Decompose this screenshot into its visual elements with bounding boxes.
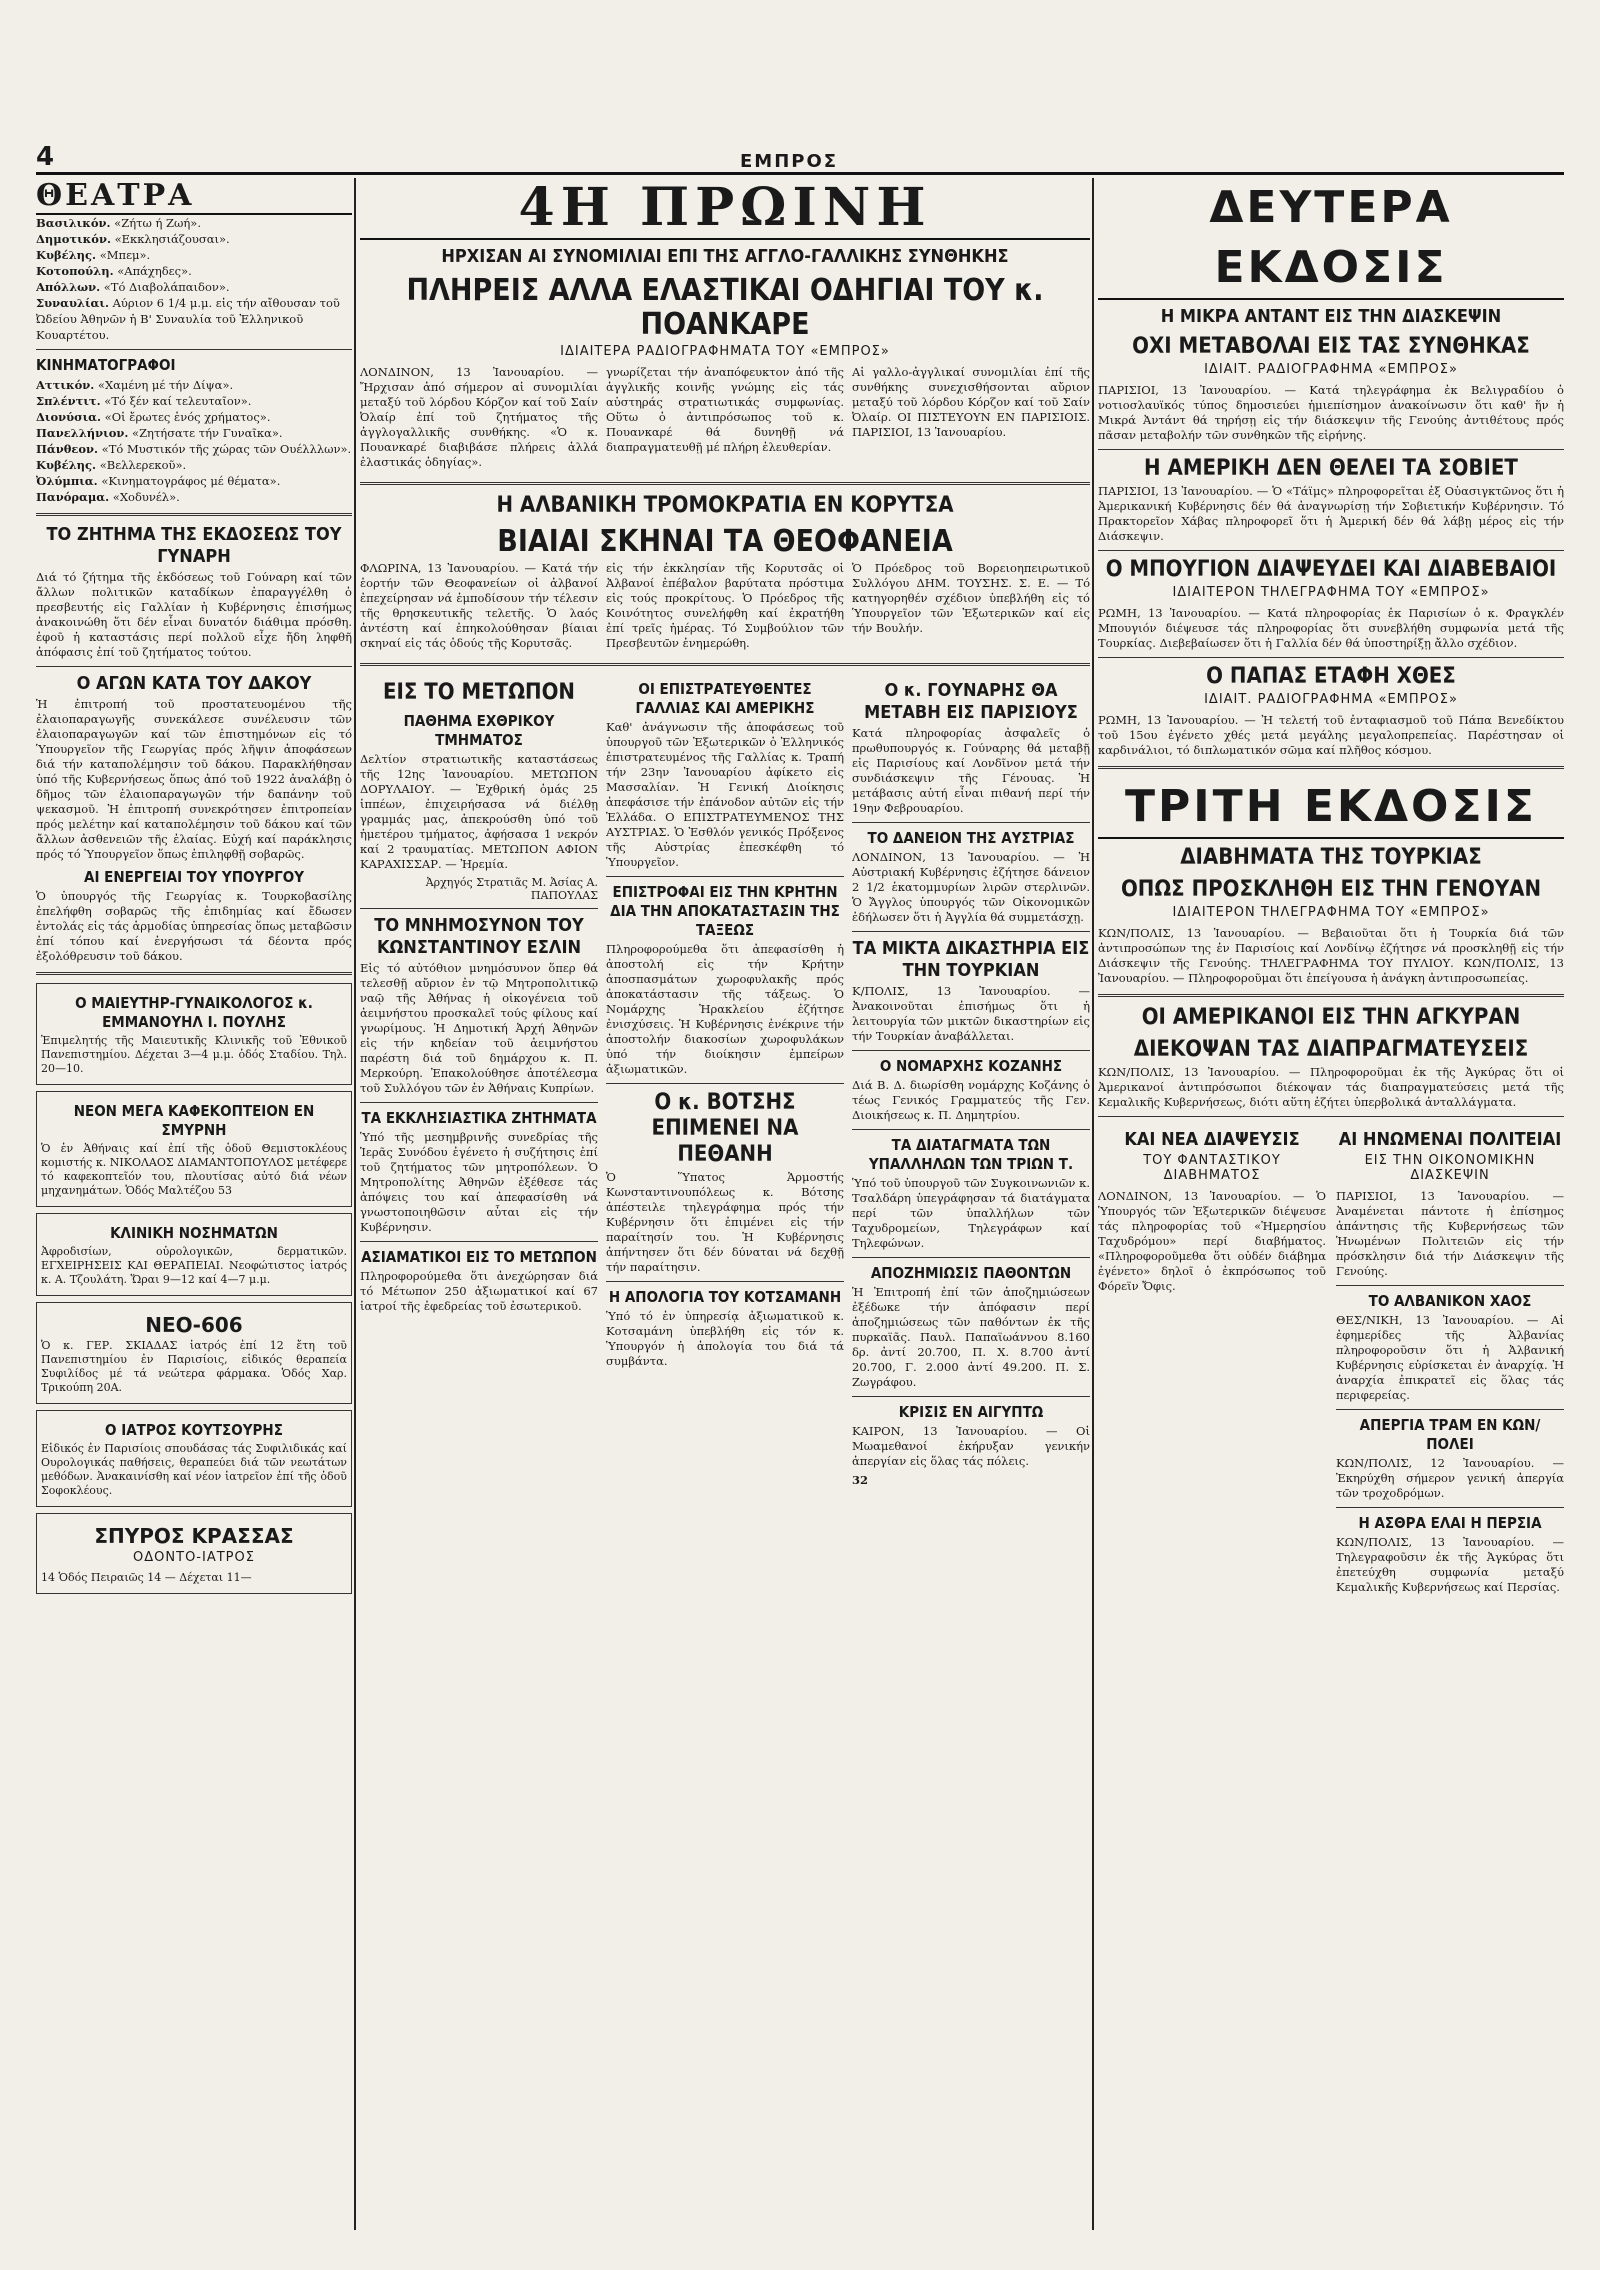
- article-body: Πληροφορούμεθα ὅτι ἀνεχώρησαν διά τό Μέτωπον 250 ἀξιωματικοί καί 67 ἰατροί τῆς ἐφεδρείας τοῦ ἐσωτερικοῦ.: [360, 1269, 598, 1313]
- list-item-text: «Εκκλησιάζουσαι».: [114, 232, 230, 246]
- ad-subtitle: ΟΔΟΝΤΟ-ΙΑΤΡΟΣ: [133, 1550, 255, 1565]
- left-column: [36, 178, 352, 2230]
- list-item: [36, 393, 352, 409]
- lower-columns: [360, 674, 1090, 1492]
- article-body: ΚΩΝ/ΠΟΛΙΣ, 12 Ἰανουαρίου. — Ἐκηρύχθη σήμερον γενική ἀπεργία τῶν τροχοδρόμων.: [1336, 1456, 1564, 1500]
- article-body: ΚΩΝ/ΠΟΛΙΣ, 13 Ἰανουαρίου. — Πληροφοροῦμαι ἐκ τῆς Ἀγκύρας ὅτι οἱ Ἀμερικανοί ἀντιπρόσωποι διέκοψαν τάς διαπραγματεύσεις μετά τῆς Κεμαλικῆς Κυβερνήσεως, διότι αὕτη ἐζήτει ὑπερβολικά ἀνταλλάγματα.: [1098, 1065, 1564, 1109]
- article-body: Καθ' ἀνάγνωσιν τῆς ἀποφάσεως τοῦ ὑπουργοῦ τῶν Ἐξωτερικῶν ὁ Ἑλληνικός ἐπιστρατευμένος τῆς Γαλλίας κ. Τραπή τήν 23ην Ἰανουαρίου ἀφίκετο εἰς Μασσαλίαν. Ἡ Γενική Διοίκησις ἀπεφάσισε τήν ἐπάνοδον αὐτῶν εἰς τήν Ἑλλάδα. Ο ΕΠΙΣΤΡΑΤΕΥΜΕΝΟΣ ΤΗΣ ΑΥΣΤΡΙΑΣ. Ὁ Ἐσθλόν γενικός Πρόξενος τῆς Αὐστρίας ἐπεσκέφθη τό Ὑπουργεῖον.: [606, 720, 844, 869]
- ad-title: ΝΕΟΝ ΜΕΓΑ ΚΑΦΕΚΟΠΤΕΙΟΝ ΕΝ ΣΜΥΡΝΗ: [73, 1102, 315, 1139]
- article-title: Ο κ. ΓΟΥΝΑΡΗΣ ΘΑ ΜΕΤΑΒΗ ΕΙΣ ΠΑΡΙΣΙΟΥΣ: [864, 680, 1078, 723]
- list-item-name: Διονύσια.: [36, 410, 102, 424]
- list-item-name: Αττικόν.: [36, 378, 95, 392]
- article-title: ΤΟ ΜΝΗΜΟΣΥΝΟΝ ΤΟΥ ΚΩΝΣΤΑΝΤΙΝΟΥ ΕΣΛΙΝ: [374, 915, 584, 958]
- list-item-text: «Βελλερεκοῦ».: [99, 458, 187, 472]
- article-title: Η ΑΣΘΡΑ ΕΛΑΙ Η ΠΕΡΣΙΑ: [1358, 1514, 1542, 1532]
- article-subhead: ΤΟΥ ΦΑΝΤΑΣΤΙΚΟΥ ΔΙΑΒΗΜΑΤΟΣ: [1143, 1153, 1281, 1183]
- bottom-number: 32: [852, 1473, 869, 1487]
- article-body: Αἱ γαλλο-ἀγγλικαί συνομιλίαι ἐπί τῆς συνθήκης συνεχισθήσονται αὔριον μεταξύ τοῦ λόρδου Κόρζον καί τοῦ Σαίν Ὀλαίρ. ΟΙ ΠΙΣΤΕΥΟΥΝ ΕΝ ΠΑΡΙΣΙΟΙΣ. ΠΑΡΙΣΙΟΙ, 13 Ἰανουαρίου.: [852, 365, 1090, 439]
- article-title: ΚΑΙ ΝΕΑ ΔΙΑΨΕΥΣΙΣ: [1124, 1129, 1300, 1150]
- list-item-text: «Απάχηδες».: [117, 264, 192, 278]
- article-body: ΡΩΜΗ, 13 Ἰανουαρίου. — Κατά πληροφορίας ἐκ Παρισίων ὁ κ. Φραγκλέν Μπουγιόν διέψευσε τάς πληροφορίας ὅτι συνεβλήθη συμφωνία μετά τῆς Τουρκίας. Διεβεβαίωσεν ὅτι ἡ Γαλλία δέν θά ὑποστηρίξῃ ἄλλο σχέδιον.: [1098, 606, 1564, 650]
- article-body: Ὑπό τοῦ ὑπουργοῦ τῶν Συγκοινωνιῶν κ. Τσαλδάρη ὑπεγράφησαν τά διατάγματα περί τῶν ὑπαλλήλων τῶν Ταχυδρομείων, Τηλεγράφων καί Τηλεφώνων.: [852, 1176, 1090, 1250]
- article-headline: Ο ΜΠΟΥΓΙΟΝ ΔΙΑΨΕΥΔΕΙ ΚΑΙ ΔΙΑΒΕΒΑΙΟΙ: [1105, 557, 1557, 582]
- advertisement: [36, 1410, 352, 1507]
- edition-banner: ΤΡΙΤΗ ΕΚΔΟΣΙΣ: [1098, 777, 1564, 839]
- list-item-text: «Ζήτω ή Ζωή».: [114, 216, 201, 230]
- theatre-list: [36, 215, 352, 343]
- article-body: ΛΟΝΔΙΝΟΝ, 13 Ἰανουαρίου. — Ἤρχισαν ἀπό σήμερον αἱ συνομιλίαι μεταξύ τοῦ λόρδου Κόρζον καί τοῦ Σαίν Ὀλαίρ ἐπί τοῦ ζητήματος τῆς ἀγγλογαλλικῆς συνθήκης. «Ὁ κ. Πουανκαρέ διαβιβάσε πλήρεις ἀλλά ἐλαστικάς ὁδηγίας».: [360, 365, 598, 469]
- list-item: [36, 473, 352, 489]
- advertisement: [36, 983, 352, 1085]
- lower-column-a: [360, 674, 598, 1492]
- article-body: Ὁ Πρόεδρος τοῦ Βορειοηπειρωτικοῦ Συλλόγου ΔΗΜ. ΤΟΥΣΗΣ. Σ. Ε. — Τό κατηγορηθέν σχέδιον ὑπεβλήθη εἰς τό Ὑπουργεῖον τῶν Ἐξωτερικῶν καί εἰς τήν Βουλήν.: [852, 561, 1090, 635]
- list-item-text: «Ζητήσατε τήν Γυναῖκα».: [132, 426, 283, 440]
- list-item: [36, 295, 352, 343]
- list-item: [36, 247, 352, 263]
- masthead: [36, 138, 1564, 175]
- article-body: Κατά πληροφορίας ἀσφαλεῖς ὁ πρωθυπουργός κ. Γούναρης θά μεταβῇ εἰς Παρισίους καί Λονδῖνον μετά τήν συνδιάσκεψιν τῆς Γένουας. Ἡ μετάβασις αὐτή εἶναι πιθανή περί τήν 19ην Φεβρουαρίου.: [852, 726, 1090, 815]
- paper-name: ΕΜΠΡΟΣ: [740, 151, 839, 172]
- list-item-text: «Χαμένη μέ τήν Δίψα».: [97, 378, 234, 392]
- article-body: Ὑπό τῆς μεσημβρινῆς συνεδρίας τῆς Ἱερᾶς Συνόδου ἐγένετο ἡ συζήτησις ἐπί τοῦ ζητήματος τῶν μητροπόλεων. Ὁ Μητροπολίτης Ἀθηνῶν ἐξέθεσε τάς ἀπόψεις του καί ἀπεφασίσθη νά γνωστοποιηθῶσιν αὗται εἰς τήν Κυβέρνησιν.: [360, 1130, 598, 1234]
- list-item: [36, 231, 352, 247]
- article-subhead: ΙΔΙΑΙΤΕΡΟΝ ΤΗΛΕΓΡΑΦΗΜΑ ΤΟΥ «ΕΜΠΡΟΣ»: [1172, 905, 1490, 920]
- edition-banner: ΔΕΥΤΕΡΑ ΕΚΔΟΣΙΣ: [1098, 178, 1564, 300]
- list-item-name: Δημοτικόν.: [36, 232, 111, 246]
- ad-body: Εἰδικός ἐν Παρισίοις σπουδάσας τάς Συφιλιδικάς καί Ουρολογικάς παθήσεις, θεραπεύει διά τῶν νεωτάτων μεθόδων. Ἀνακαινίσθη καί νέον ἰατρεῖον ἐπί τῆς ὁδοῦ Σοφοκλέους.: [41, 1442, 347, 1497]
- list-item-text: «Τό ξέν καί τελευταῖον».: [104, 394, 252, 408]
- article-body: Ἡ ἐπιτροπή τοῦ προστατευομένου τῆς ἐλαιοπαραγωγῆς συνεκάλεσε συνέλευσιν τῶν ἐλαιοπαραγωγῶν καί τῶν ἐπιστημόνων εἰς τό Ὑπουργεῖον τῆς Γεωργίας πρός λῆψιν ἀποφάσεων διά τήν καταπολέμησιν τοῦ δάκου. Παρακλήθησαν ὑπό τῆς Κυβερνήσεως ὅπως ἀπό τοῦ 1922 ἀναλάβῃ ὁ δῆμος τῶν ἐλαιοπαραγωγῶν τήν δαπάνην τοῦ ψεκασμοῦ. Ἡ ἐπιτροπή συνεκρότησεν ἐπιτροπείαν πρός μελέτην καί καταπολέμησιν τοῦ δάκου καί τῶν ἄλλων ἀσθενειῶν τῆς ἐλαίας. Εὐχή καί παράκλησις πρός τό Ὑπουργεῖον ὅπως ἐπιληφθῇ σοβαρῶς.: [36, 697, 352, 861]
- lower-column-c: [852, 674, 1090, 1492]
- article-title: ΤΑ ΜΙΚΤΑ ΔΙΚΑΣΤΗΡΙΑ ΕΙΣ ΤΗΝ ΤΟΥΡΚΙΑΝ: [852, 938, 1090, 981]
- ad-title: ΣΠΥΡΟΣ ΚΡΑΣΣΑΣ: [94, 1524, 294, 1548]
- article-subhead: ΕΙΣ ΤΗΝ ΟΙΚΟΝΟΜΙΚΗΝ ΔΙΑΣΚΕΨΙΝ: [1364, 1153, 1536, 1183]
- article-body: ΠΑΡΙΣΙΟΙ, 13 Ἰανουαρίου. — Ἀναμένεται πάντοτε ἡ ἐπίσημος ἀπάντησις τῆς Κυβερνήσεως τῶν Ἡνωμένων Πολιτειῶν εἰς τήν πρόσκλησιν διά τήν Διάσκεψιν τῆς Γενούης.: [1336, 1189, 1564, 1278]
- list-item-name: Πάνθεον.: [36, 442, 99, 456]
- article-body: Εἰς τό αὐτόθιον μνημόσυνον ὅπερ θά τελεσθῇ αὔριον ἐν τῷ Μητροπολιτικῷ ναῷ τῆς Ἀθήνας ἡ οἰκογένεια τοῦ ἀειμνήστου προσκαλεῖ τούς φίλους καί γνωρίμους. Ἡ Δημοτική Ἀρχή Ἀθηνῶν εἰς τήν κηδείαν τοῦ ἀειμνήστου παρέστη διά τοῦ δημάρχου κ. Π. Μερκούρη. Ἐπακολούθησε ἀποτέλεσμα τοῦ Συλλόγου τῶν ἐν Ἀθήναις Κυπρίων.: [360, 961, 598, 1095]
- right-column: [1098, 178, 1564, 2230]
- center-column: [360, 178, 1090, 2230]
- article-headline: ΟΠΩΣ ΠΡΟΣΚΛΗΘΗ ΕΙΣ ΤΗΝ ΓΕΝΟΥΑΝ: [1120, 877, 1542, 902]
- article-title: ΑΙ ΗΝΩΜΕΝΑΙ ΠΟΛΙΤΕΙΑΙ: [1338, 1129, 1562, 1150]
- article-title: ΑΣΙΑΜΑΤΙΚΟΙ ΕΙΣ ΤΟ ΜΕΤΩΠΟΝ: [361, 1248, 597, 1266]
- article-body: Διά Β. Δ. διωρίσθη νομάρχης Κοζάνης ὁ τέως Γενικός Γραμματεύς τῆς Γεν. Διοικήσεως κ. Π. Δημητρίου.: [852, 1078, 1090, 1122]
- article-body: ΠΑΡΙΣΙΟΙ, 13 Ἰανουαρίου. — Ὁ «Τάϊμς» πληροφορεῖται ἐξ Οὐασιγκτῶνος ὅτι ἡ Ἀμερικανική Κυβέρνησις δέν θά ἀναγνωρίσῃ τήν Σοβιετικήν Κυβέρνησιν. Τό Πρακτορεῖον Χάβας πληροφορεῖ ὅτι ἡ Ἀμερική δέν θά λάβῃ μέρος εἰς τήν Διάσκεψιν.: [1098, 484, 1564, 543]
- ad-body: Ὁ ἐν Ἀθήναις καί ἐπί τῆς ὁδοῦ Θεμιστοκλέους κομιστής κ. ΝΙΚΟΛΑΟΣ ΔΙΑΜΑΝΤΟΠΟΥΛΟΣ μετέφερε τό καφεκοπτεῖόν του, πλουτίσας αὐτό διά νέων μηχανημάτων. Ὁδός Μαλτέζου 53: [41, 1142, 347, 1197]
- list-item-name: Απόλλων.: [36, 280, 101, 294]
- cinema-list: [36, 377, 352, 505]
- article-headline: Η ΑΜΕΡΙΚΗ ΔΕΝ ΘΕΛΕΙ ΤΑ ΣΟΒΙΕΤ: [1144, 456, 1518, 481]
- ad-title: ΚΛΙΝΙΚΗ ΝΟΣΗΜΑΤΩΝ: [110, 1224, 278, 1242]
- theatre-heading: ΘΕΑΤΡΑ: [36, 178, 352, 215]
- article-body: Πληροφορούμεθα ὅτι ἀπεφασίσθη ἡ ἀποστολή εἰς τήν Κρήτην ἀποσπασμάτων χωροφυλακῆς πρός ἀποκατάστασιν τῆς τάξεως. Ὁ Νομάρχης Ἡρακλείου ἐζήτησε ἐνισχύσεις. Ἡ Κυβέρνησις ἐνέκρινε τήν ἀποστολήν διακοσίων χωροφυλάκων ὑπό τήν διοίκησιν ἐμπείρων ἀξιωματικῶν.: [606, 942, 844, 1076]
- article-title: ΕΠΙΣΤΡΟΦΑΙ ΕΙΣ ΤΗΝ ΚΡΗΤΗΝ ΔΙΑ ΤΗΝ ΑΠΟΚΑΤΑΣΤΑΣΙΝ ΤΗΣ ΤΑΞΕΩΣ: [610, 883, 840, 939]
- article-body: ΘΕΣ/ΝΙΚΗ, 13 Ἰανουαρίου. — Αἱ ἐφημερίδες τῆς Ἀλβανίας πληροφοροῦσιν ὅτι ἡ Ἀλβανική Κυβέρνησις εὑρίσκεται ἐν ἀναρχίᾳ. Ἡ ἀναρχία ἐπικρατεῖ εἰς ὅλας τάς περιφερείας.: [1336, 1313, 1564, 1402]
- article-body: ΚΩΝ/ΠΟΛΙΣ, 13 Ἰανουαρίου. — Τηλεγραφοῦσιν ἐκ τῆς Ἀγκύρας ὅτι ἐπετεύχθη συμφωνία μεταξύ Κεμαλικῆς Κυβερνήσεως καί Περσίας.: [1336, 1535, 1564, 1594]
- list-item-name: Ὀλύμπια.: [36, 474, 98, 488]
- article-subhead: ΙΔΙΑΙΤΕΡΟΝ ΤΗΛΕΓΡΑΦΗΜΑ ΤΟΥ «ΕΜΠΡΟΣ»: [1172, 585, 1490, 600]
- article-title: ΚΡΙΣΙΣ ΕΝ ΑΙΓΥΠΤΩ: [898, 1403, 1044, 1421]
- ad-title: ΝΕΟ-606: [145, 1313, 243, 1337]
- list-item: [36, 215, 352, 231]
- article-kicker: ΔΙΑΒΗΜΑΤΑ ΤΗΣ ΤΟΥΡΚΙΑΣ: [1180, 845, 1482, 870]
- list-item-text: «Τό Μυστικόν τῆς χώρας τῶν Ουέλλλων».: [101, 442, 352, 456]
- article-title: ΤΑ ΕΚΚΛΗΣΙΑΣΤΙΚΑ ΖΗΤΗΜΑΤΑ: [361, 1109, 597, 1127]
- article-title: Ο ΝΟΜΑΡΧΗΣ ΚΟΖΑΝΗΣ: [879, 1057, 1063, 1075]
- article-headline: ΟΙ ΑΜΕΡΙΚΑΝΟΙ ΕΙΣ ΤΗΝ ΑΓΚΥΡΑΝ: [1141, 1005, 1521, 1030]
- cinema-heading: ΚΙΝΗΜΑΤΟΓΡΑΦΟΙ: [36, 356, 176, 374]
- list-item: [36, 377, 352, 393]
- list-item: [36, 263, 352, 279]
- article-body: ΦΛΩΡΙΝΑ, 13 Ἰανουαρίου. — Κατά τήν ἑορτήν τῶν Θεοφανείων οἱ ἀλβανοί ἐπεχείρησαν νά ἐμποδίσουν τήν τέλεσιν τῆς θρησκευτικῆς τελετῆς. Ὁ λαός ἀντέστη καί ἐπηκολούθησαν βίαιαι σκηναί εἰς τάς ὁδούς τῆς Κορυτσᾶς.: [360, 561, 598, 650]
- list-item: [36, 279, 352, 295]
- article-body: ΡΩΜΗ, 13 Ἰανουαρίου. — Ἡ τελετή τοῦ ἐνταφιασμοῦ τοῦ Πάπα Βενεδίκτου τοῦ 15ου ἐγένετο χθές μετά μεγάλης μεγαλοπρεπείας. Παρέστησαν οἱ καρδινάλιοι, τό διπλωματικόν σῶμα καί πλῆθος κόσμου.: [1098, 713, 1564, 757]
- list-item-name: Κυβέλης.: [36, 458, 97, 472]
- article-kicker: Η ΜΙΚΡΑ ΑΝΤΑΝΤ ΕΙΣ ΤΗΝ ΔΙΑΣΚΕΨΙΝ: [1160, 306, 1502, 327]
- article-title: Η ΑΠΟΛΟΓΙΑ ΤΟΥ ΚΟΤΣΑΜΑΝΗ: [608, 1288, 842, 1306]
- list-item-name: Συναυλίαι.: [36, 296, 109, 310]
- lower-column-b: [606, 674, 844, 1492]
- list-item-name: Σπλέντιτ.: [36, 394, 101, 408]
- edition-banner: 4Η ΠΡΩΙΝΗ: [360, 178, 1090, 240]
- article-body: Διά τό ζήτημα τῆς ἐκδόσεως τοῦ Γούναρη καί τῶν ἄλλων πολιτικῶν καταδίκων ἐπαραγγέλθη ὁ πρεσβευτής εἰς Γαλλίαν ἡ Κυβέρνησις ἐπισήμως ἀνακοινώθη ὅτι δέν εἶναι δυνατόν διάθιμα πρόσθη. ἐφοῦ ἡ καταστάσις περί πολλοῦ εἶχε ἤδη ληφθῆ ἀπόφασις ἐπί τοῦ ζητήματος τούτου.: [36, 570, 352, 659]
- list-item-name: Κυβέλης.: [36, 248, 97, 262]
- article-title: ΑΠΕΡΓΙΑ ΤΡΑΜ ΕΝ ΚΩΝ/ΠΟΛΕΙ: [1359, 1416, 1541, 1453]
- lead-subhead: ΙΔΙΑΙΤΕΡΑ ΡΑΔΙΟΓΡΑΦΗΜΑΤΑ ΤΟΥ «ΕΜΠΡΟΣ»: [560, 344, 890, 359]
- ad-body: Ὁ κ. ΓΕΡ. ΣΚΙΑΔΑΣ ἰατρός ἐπί 12 ἔτη τοῦ Πανεπιστημίου ἐν Παρισίοις, εἰδικός θεραπεία Συφιλίδος μέ τά νεώτερα φάρμακα. Ὁδός Χαρ. Τρικούπη 20Α.: [41, 1339, 347, 1394]
- article-subtitle: ΠΑΘΗΜΑ ΕΧΘΡΙΚΟΥ ΤΜΗΜΑΤΟΣ: [403, 712, 555, 749]
- list-item-name: Κοτοπούλη.: [36, 264, 114, 278]
- list-item: [36, 457, 352, 473]
- list-item-text: «Κινηματογράφος μέ θέματα».: [101, 474, 281, 488]
- article-title: ΟΙ ΕΠΙΣΤΡΑΤΕΥΘΕΝΤΕΣ ΓΑΛΛΙΑΣ ΚΑΙ ΑΜΕΡΙΚΗΣ: [635, 680, 815, 717]
- lower-column-b: [1336, 1123, 1564, 1599]
- albania-article: [360, 561, 1090, 655]
- list-item-name: Βασιλικόν.: [36, 216, 111, 230]
- article-subhead: ΙΔΙΑΙΤ. ΡΑΔΙΟΓΡΑΦΗΜΑ «ΕΜΠΡΟΣ»: [1204, 692, 1458, 707]
- lower-column-a: [1098, 1123, 1326, 1599]
- article-title: ΑΙ ΕΝΕΡΓΕΙΑΙ ΤΟΥ ΥΠΟΥΡΓΟΥ: [84, 868, 304, 886]
- article-body: Ὁ ὑπουργός τῆς Γεωργίας κ. Τουρκοβασίλης ἐπελήφθη σοβαρῶς τῆς ἐπιδημίας καί ἔδωσεν ἐντολάς εἰς τάς ἁρμοδίας ὑπηρεσίας ὅπως μεταβῶσιν ἐπί τόπου καί ἐνεργήσωσι τά δέοντα πρός ἐξολόθρευσιν τοῦ δάκου.: [36, 889, 352, 963]
- ad-title: Ο ΙΑΤΡΟΣ ΚΟΥΤΣΟΥΡΗΣ: [105, 1421, 283, 1439]
- article-body: Ὁ Ὕπατος Ἁρμοστής Κωνσταντινουπόλεως κ. Βότσης ἀπέστειλε τηλεγράφημα πρός τήν Κυβέρνησιν ὅτι ἐπιμένει εἰς τήν παραίτησίν του. Ἡ Κυβέρνησις ἀπήντησεν ὅτι δέν δύναται νά δεχθῇ τήν παραίτησιν.: [606, 1170, 844, 1274]
- list-item: [36, 409, 352, 425]
- ad-body: 14 Ὁδός Πειραιῶς 14 — Δέχεται 11—: [41, 1571, 252, 1584]
- ad-body: Ἐπιμελητής τῆς Μαιευτικῆς Κλινικῆς τοῦ Ἐθνικοῦ Πανεπιστημίου. Δέχεται 3—4 μ.μ. ὁδός Σταδίου. Τηλ. 20—10.: [41, 1034, 347, 1075]
- article-title: ΤΟ ΔΑΝΕΙΟΝ ΤΗΣ ΑΥΣΤΡΙΑΣ: [867, 829, 1075, 847]
- article-title: ΤΟ ΑΛΒΑΝΙΚΟΝ ΧΑΟΣ: [1368, 1292, 1532, 1310]
- article-body: ΛΟΝΔΙΝΟΝ, 13 Ἰανουαρίου. — Ὁ Ὑπουργός τῶν Ἐξωτερικῶν διέψευσε τάς πληροφορίας τοῦ «Ἡμερησίου Ταχυδρόμου» περί διαβήματος. «Πληροφοροῦμεθα ὅτι οὐδέν διάβημα ἐγένετο» δηλοῖ ὁ ἐκπρόσωπος τοῦ Φόρεϊν Ὄφις.: [1098, 1189, 1326, 1293]
- article-subhead: ΙΔΙΑΙΤ. ΡΑΔΙΟΓΡΑΦΗΜΑ «ΕΜΠΡΟΣ»: [1204, 362, 1458, 377]
- article-body: γνωρίζεται τήν ἀναπόφευκτον ἀπό τῆς ἀγγλικῆς κοινῆς γνώμης εἰς τάς αὐστηράς στρατιωτικάς συμφωνίας. Οὕτω ὁ ἀντιπρόσωπος τοῦ κ. Πουανκαρέ θά δυνηθῇ νά διαπραγματευθῇ μέ πλήρη ἐλευθερίαν.: [606, 365, 844, 454]
- advertisement: [36, 1513, 352, 1594]
- article-title: ΤΟ ΖΗΤΗΜΑ ΤΗΣ ΕΚΔΟΣΕΩΣ ΤΟΥ ΓΥΝΑΡΗ: [46, 524, 342, 567]
- ad-title: Ο ΜΑΙΕΥΤΗΡ-ΓΥΝΑΙΚΟΛΟΓΟΣ κ. ΕΜΜΑΝΟΥΗΛ Ι. ΠΟΥΛΗΣ: [75, 994, 313, 1031]
- article-body: Κ/ΠΟΛΙΣ, 13 Ἰανουαρίου. — Ἀνακοινοῦται ἐπισήμως ὅτι ἡ λειτουργία τῶν μικτῶν δικαστηρίων εἰς τήν Τουρκίαν ἀναβάλλεται.: [852, 984, 1090, 1043]
- lead-headline: ΠΛΗΡΕΙΣ ΑΛΛΑ ΕΛΑΣΤΙΚΑΙ ΟΔΗΓΙΑΙ ΤΟΥ κ. ΠΟΑΝΚΑΡΕ: [406, 273, 1044, 342]
- column-rule: [354, 178, 356, 2230]
- article-body: ΛΟΝΔΙΝΟΝ, 13 Ἰανουαρίου. — Ἡ Αὐστριακή Κυβέρνησις ἐζήτησε δάνειον 2 1/2 ἑκατομμυρίων λιρῶν στερλινῶν. Ὁ Ἄγγλος ὑπουργός τῶν Οἰκονομικῶν ἐδήλωσεν ὅτι ἡ Ἀγγλία θά συμμετάσχῃ.: [852, 850, 1090, 924]
- list-item-name: Πανελλήνιον.: [36, 426, 129, 440]
- article-title: ΑΠΟΖΗΜΙΩΣΙΣ ΠΑΘΟΝΤΩΝ: [870, 1264, 1072, 1282]
- list-item: [36, 489, 352, 505]
- list-item-name: Πανόραμα.: [36, 490, 110, 504]
- advertisement: [36, 1091, 352, 1207]
- article-body: ΠΑΡΙΣΙΟΙ, 13 Ἰανουαρίου. — Κατά τηλεγράφημα ἐκ Βελιγραδίου ὁ νοτιοσλαυϊκός τύπος δημοσιεύει ἡμιεπίσημον ἀνακοίνωσιν ὅτι καθ' ἥν ἡ Μικρά Ἀντάντ θά τηρήσῃ εἰς τήν διάσκεψιν τῆς Γενούης ἀντιθέτους πρός πᾶσαν μεταβολήν τῶν συνθηκῶν τῆς εἰρήνης.: [1098, 383, 1564, 442]
- article-title: Η ΑΛΒΑΝΙΚΗ ΤΡΟΜΟΚΡΑΤΙΑ ΕΝ ΚΟΡΥΤΣΑ: [496, 493, 954, 518]
- advertisement: [36, 1302, 352, 1404]
- article-body: Ἡ Ἐπιτροπή ἐπί τῶν ἀποζημιώσεων ἐξέδωκε τήν ἀπόφασιν περί ἀποζημιώσεως τῶν παθόντων ἐκ τῆς πυρκαϊᾶς. Παυλ. Παπαϊωάννου 8.160 δρ. ἀντί 20.700, Π. Χ. 8.700 ἀντί 20.700, Γ. 2.000 ἀντί 49.200. Π. Σ. Ζωγράφου.: [852, 1285, 1090, 1389]
- article-body: ΚΩΝ/ΠΟΛΙΣ, 13 Ἰανουαρίου. — Βεβαιοῦται ὅτι ἡ Τουρκία διά τῶν ἀντιπροσώπων της ἐν Παρισίοις καί Λονδίνῳ ἐζήτησε νά προσκληθῇ εἰς τήν Διάσκεψιν τῆς Γενούης. ΤΗΛΕΓΡΑΦΗΜΑ ΤΟΥ ΠΥΛΙΟΥ. ΚΩΝ/ΠΟΛΙΣ, 13 Ἰανουαρίου. — Πληροφοροῦμαι ὅτι ἐπείγουσα ἡ ἀνάγκη ἀντιπροσωπείας.: [1098, 926, 1564, 985]
- article-title: Ο ΑΓΩΝ ΚΑΤΑ ΤΟΥ ΔΑΚΟΥ: [76, 673, 312, 694]
- lead-kicker: ΗΡΧΙΣΑΝ ΑΙ ΣΥΝΟΜΙΛΙΑΙ ΕΠΙ ΤΗΣ ΑΓΓΛΟ-ΓΑΛΛΙΚΗΣ ΣΥΝΘΗΚΗΣ: [441, 246, 1009, 267]
- article-body: ΚΑΙΡΟΝ, 13 Ἰανουαρίου. — Οἱ Μωαμεθανοί ἐκήρυξαν γενικήν ἀπεργίαν εἰς ὅλας τάς πόλεις.: [852, 1424, 1090, 1468]
- ad-body: Ἀφροδισίων, οὐρολογικῶν, δερματικῶν. ΕΓΧΕΙΡΗΣΕΙΣ ΚΑΙ ΘΕΡΑΠΕΙΑΙ. Νεοφώτιστος ἰατρός κ. Α. Τζουλάτη. Ὥραι 9—12 καί 4—7 μ.μ.: [41, 1245, 347, 1286]
- signature: Ἀρχηγός Στρατιᾶς Μ. Ἀσίας Α. ΠΑΠΟΥΛΑΣ: [425, 876, 598, 902]
- article-title: ΕΙΣ ΤΟ ΜΕΤΩΠΟΝ: [382, 680, 575, 705]
- page-number: 4: [36, 142, 55, 172]
- article-headline: ΒΙΑΙΑΙ ΣΚΗΝΑΙ ΤΑ ΘΕΟΦΑΝΕΙΑ: [497, 524, 953, 559]
- article-body: Ὑπό τό ἐν ὑπηρεσίᾳ ἀξιωματικοῦ κ. Κοτσαμάνη ὑπεβλήθη εἰς τόν κ. Ὑπουργόν ἡ ἀπολογία του διά τά συμβάντα.: [606, 1309, 844, 1368]
- list-item-text: «Μπεμ».: [99, 248, 151, 262]
- article-headline: ΟΧΙ ΜΕΤΑΒΟΛΑΙ ΕΙΣ ΤΑΣ ΣΥΝΘΗΚΑΣ: [1132, 334, 1530, 359]
- list-item-text: «Οἱ ἔρωτες ἑνός χρήματος».: [104, 410, 271, 424]
- article-body: Δελτίον στρατιωτικῆς καταστάσεως τῆς 12ης Ἰανουαρίου. ΜΕΤΩΠΟΝ ΔΟΡΥΛΑΙΟΥ. — Ἐχθρική ὁμάς 25 ἱππέων, ἐπιχειρήσασα νά διέλθῃ γραμμάς μας, ἀπεκρούσθη ὑπό τοῦ ἡμετέρου τμήματος, ἀφήσασα 1 νεκρόν καί 2 τραυματίας. ΜΕΤΩΠΟΝ ΑΦΙΟΝ ΚΑΡΑΧΙΣΣΑΡ. — Ἠρεμία.: [360, 752, 598, 871]
- article-body: εἰς τήν ἐκκλησίαν τῆς Κορυτσᾶς οἱ Ἀλβανοί ἐπέβαλον βαρύτατα πρόστιμα εἰς τούς προκρίτους. Ὁ Πρόεδρος τῆς Κοινότητος συνελήφθη καί ἐκρατήθη ἐπί τρεῖς ἡμέρας. Τό Συμβούλιον τῶν Πρεσβευτῶν ἐνημερώθη.: [606, 561, 844, 650]
- lower-columns: [1098, 1123, 1564, 1599]
- lead-article: [360, 365, 1090, 474]
- list-item: [36, 441, 352, 457]
- column-rule: [1092, 178, 1094, 2230]
- list-item-text: «Τό Διαβολάπαιδον».: [103, 280, 230, 294]
- article-headline: Ο ΠΑΠΑΣ ΕΤΑΦΗ ΧΘΕΣ: [1206, 664, 1456, 689]
- list-item: [36, 425, 352, 441]
- list-item-text: «Χοδυνέλ».: [112, 490, 180, 504]
- article-title: Ο κ. ΒΟΤΣΗΣ ΕΠΙΜΕΝΕΙ ΝΑ ΠΕΘΑΝΗ: [651, 1090, 799, 1167]
- list-item-text: Αύριον 6 1/4 μ.μ. εἰς τήν αἴθουσαν τοῦ Ὠδείου Ἀθηνῶν ἡ Β' Συναυλία τοῦ Ἑλληνικοῦ Κουαρτέτου.: [36, 296, 340, 342]
- advertisement: [36, 1213, 352, 1296]
- article-kicker: ΔΙΕΚΟΨΑΝ ΤΑΣ ΔΙΑΠΡΑΓΜΑΤΕΥΣΕΙΣ: [1133, 1037, 1529, 1062]
- article-title: ΤΑ ΔΙΑΤΑΓΜΑΤΑ ΤΩΝ ΥΠΑΛΛΗΛΩΝ ΤΩΝ ΤΡΙΩΝ Τ.: [868, 1136, 1074, 1173]
